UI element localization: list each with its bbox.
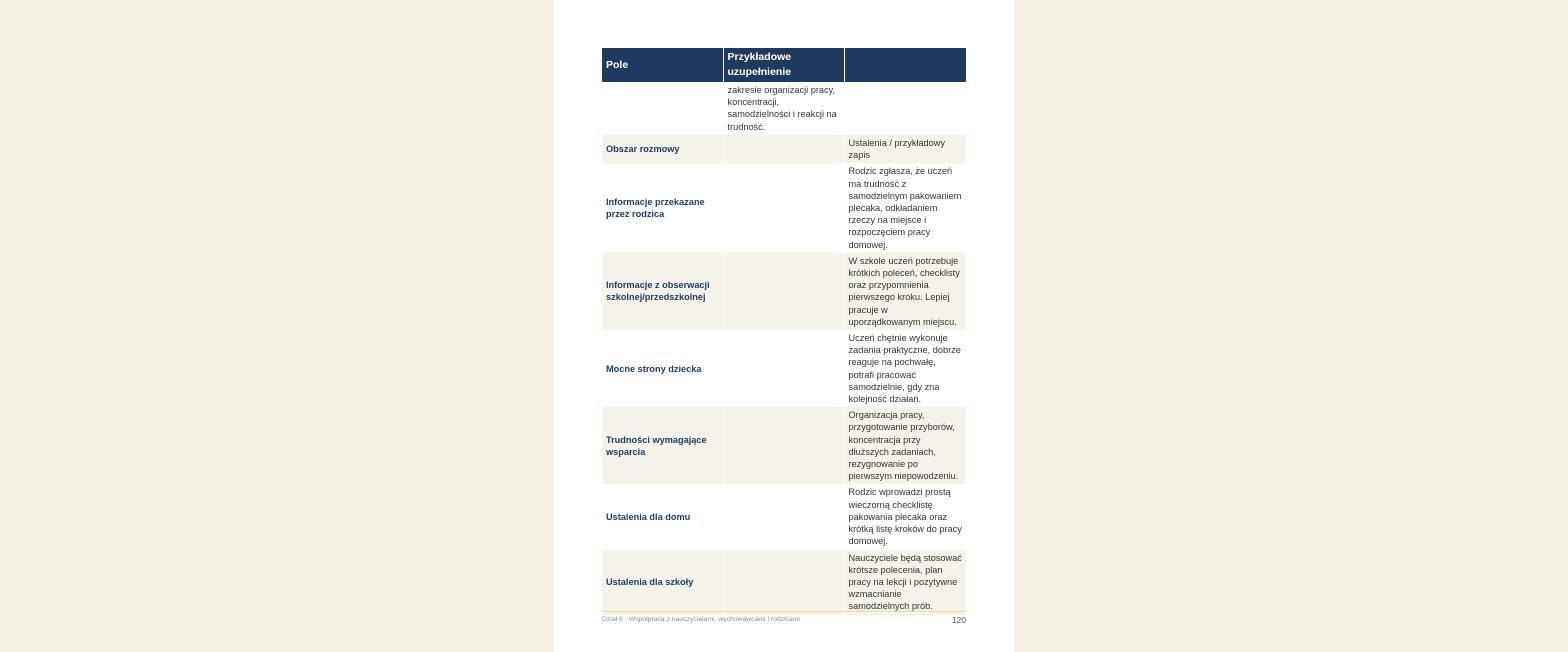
- table-row: [602, 253, 966, 330]
- continuation-text: zakresie organizacji pracy, koncentracji, samodzielności i reakcji na trudność.: [723, 82, 844, 135]
- table-row: [602, 135, 966, 163]
- table-row: [602, 550, 966, 615]
- field-detail: Rodzic wprowadzi prostą wieczorną checklistę pakowania plecaka oraz krótką listę kroków do pracy domowej.: [848, 487, 962, 547]
- table-cell: [723, 484, 844, 549]
- table-cell: [723, 163, 844, 252]
- field-label: Ustalenia dla szkoły: [602, 550, 723, 615]
- header-example: Przykładowe uzupełnienie: [723, 48, 844, 82]
- field-label: Ustalenia dla domu: [602, 484, 723, 549]
- table-header-row: [602, 48, 966, 82]
- table-cell: [602, 82, 723, 135]
- field-label: Informacje przekazane przez rodzica: [602, 163, 723, 252]
- table-cell: [723, 253, 844, 330]
- table-row: [602, 163, 966, 252]
- table-row: [602, 330, 966, 407]
- document-page: [554, 0, 1014, 652]
- table-row: [602, 407, 966, 484]
- field-label: Obszar rozmowy: [602, 135, 723, 163]
- footer-divider: [602, 611, 966, 612]
- header-empty: [844, 48, 966, 82]
- field-detail: Rodzic zgłasza, że uczeń ma trudność z samodzielnym pakowaniem plecaka, odkładaniem rzeczy na miejsce i rozpoczęciem pracy domowej.: [848, 166, 962, 250]
- header-field: Pole: [602, 48, 723, 82]
- field-label: Trudności wymagające wsparcia: [602, 407, 723, 484]
- table-cell: [723, 407, 844, 484]
- field-detail: Nauczyciele będą stosować krótsze polecenia, plan pracy na lekcji i pozytywne wzmacnianie samodzielnych prób.: [844, 550, 966, 615]
- field-detail: Organizacja pracy, przygotowanie przyborów, koncentracja przy dłuższych zadaniach, rezygnowanie po pierwszym niepowodzeniu.: [844, 407, 966, 484]
- table-cell: [844, 82, 966, 135]
- page-number: 120: [951, 615, 966, 625]
- table-row-continuation: [602, 82, 966, 135]
- field-label: Mocne strony dziecka: [602, 330, 723, 407]
- field-detail: W szkole uczeń potrzebuje krótkich poleceń, checklisty oraz przypomnienia pierwszego kroku. Lepiej pracuje w uporządkowanym miejscu.: [844, 253, 966, 330]
- cooperation-table: [602, 48, 966, 615]
- table-cell: [723, 135, 844, 163]
- field-label: Informacje z obserwacji szkolnej/przedszkolnej: [602, 253, 723, 330]
- field-detail: Uczeń chętnie wykonuje zadania praktyczne, dobrze reaguje na pochwałę, potrafi pracować samodzielnie, gdy zna kolejność działań.: [848, 333, 961, 405]
- table-cell: [723, 330, 844, 407]
- footer-section-title: Dział 6 · Współpraca z nauczycielami, wychowawcami i rodzicami: [602, 616, 800, 623]
- table-cell: [723, 550, 844, 615]
- table-row: [602, 484, 966, 549]
- field-detail: Ustalenia / przykładowy zapis: [844, 135, 966, 163]
